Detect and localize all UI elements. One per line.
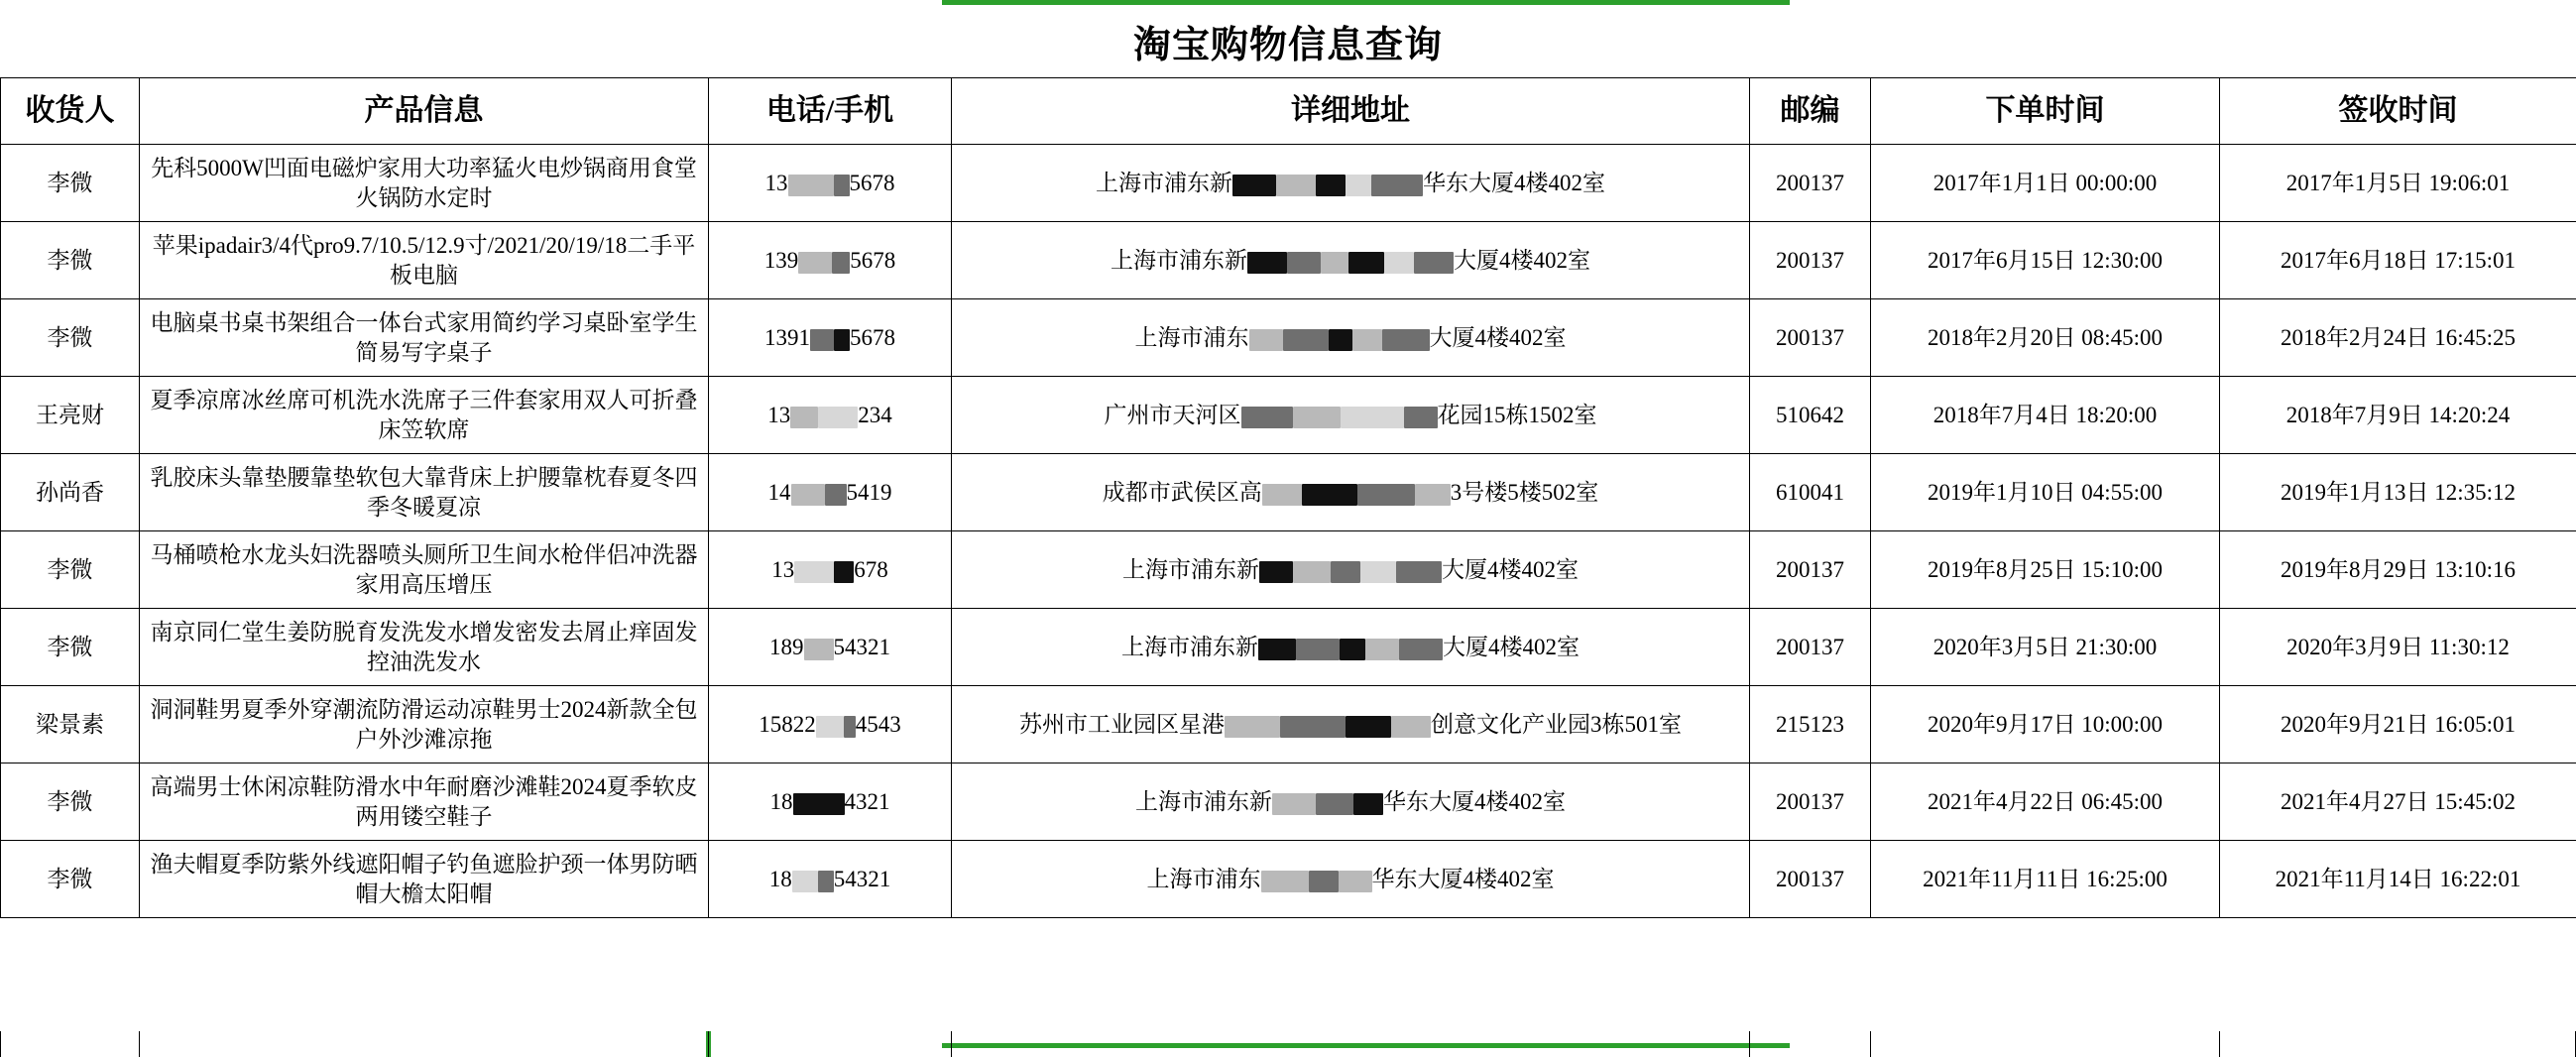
cell-product: 洞洞鞋男夏季外穿潮流防滑运动凉鞋男士2024新款全包户外沙滩凉拖 xyxy=(140,686,709,763)
table-row xyxy=(1,686,2576,763)
table-row xyxy=(1,531,2576,609)
redaction-block xyxy=(1396,561,1442,583)
redaction-block xyxy=(1340,639,1365,660)
cell-zip: 610041 xyxy=(1750,454,1871,531)
phone-suffix: 5678 xyxy=(850,324,895,350)
cell-product: 夏季凉席冰丝席可机洗水洗席子三件套家用双人可折叠床笠软席 xyxy=(140,377,709,454)
address-suffix: 创意文化产业园3栋501室 xyxy=(1431,711,1682,737)
redaction-block xyxy=(1348,252,1384,274)
cell-zip: 200137 xyxy=(1750,145,1871,222)
redaction-block xyxy=(1391,716,1431,738)
redaction-block xyxy=(1382,329,1430,351)
table-row xyxy=(1,299,2576,377)
cell-sign-time: 2021年4月27日 15:45:02 xyxy=(2220,763,2576,841)
redaction-block xyxy=(1414,252,1454,274)
redaction-block xyxy=(1371,175,1423,196)
address-prefix: 上海市浦东 xyxy=(1134,324,1249,350)
cell-phone xyxy=(709,841,952,918)
phone-suffix: 5419 xyxy=(846,479,892,505)
redaction-block xyxy=(844,716,856,738)
redaction-block xyxy=(1404,407,1438,428)
redaction-block xyxy=(834,175,850,196)
cell-sign-time: 2019年8月29日 13:10:16 xyxy=(2220,531,2576,609)
address-prefix: 苏州市工业园区星港 xyxy=(1019,711,1225,737)
phone-suffix: 54321 xyxy=(833,634,890,659)
redaction-block xyxy=(1262,484,1302,506)
redaction-block xyxy=(1302,484,1357,506)
cell-address xyxy=(952,299,1750,377)
redaction-block xyxy=(1232,175,1276,196)
table-header-row xyxy=(1,78,2576,145)
cell-phone xyxy=(709,686,952,763)
redaction-block xyxy=(1357,484,1415,506)
redaction-block xyxy=(1241,407,1293,428)
cell-sign-time: 2020年9月21日 16:05:01 xyxy=(2220,686,2576,763)
column-header-phone: 电话/手机 xyxy=(709,78,952,145)
redaction-block xyxy=(825,484,847,506)
redaction-block xyxy=(1283,329,1329,351)
cell-phone xyxy=(709,299,952,377)
cell-product: 马桶喷枪水龙头妇洗器喷头厕所卫生间水枪伴侣冲洗器家用高压增压 xyxy=(140,531,709,609)
table-row xyxy=(1,377,2576,454)
column-header-zip: 邮编 xyxy=(1750,78,1871,145)
cell-phone xyxy=(709,145,952,222)
phone-suffix: 5678 xyxy=(849,170,895,195)
cell-address xyxy=(952,222,1750,299)
redaction-block xyxy=(1259,561,1293,583)
address-prefix: 上海市浦东新 xyxy=(1121,634,1258,659)
redaction-block xyxy=(818,407,858,428)
redaction-block xyxy=(810,329,834,351)
redaction-block xyxy=(1353,793,1383,815)
redaction-block xyxy=(1360,561,1396,583)
cell-sign-time: 2017年6月18日 17:15:01 xyxy=(2220,222,2576,299)
redaction-block xyxy=(1341,407,1404,428)
cell-sign-time: 2018年7月9日 14:20:24 xyxy=(2220,377,2576,454)
phone-prefix: 18 xyxy=(769,788,793,814)
cell-sign-time: 2019年1月13日 12:35:12 xyxy=(2220,454,2576,531)
redaction-block xyxy=(1415,484,1451,506)
redaction-block xyxy=(1247,252,1287,274)
cell-phone xyxy=(709,609,952,686)
phone-prefix: 13 xyxy=(771,556,795,582)
redaction-block xyxy=(1293,561,1331,583)
redaction-block xyxy=(1280,716,1346,738)
cell-order-time: 2019年1月10日 04:55:00 xyxy=(1871,454,2220,531)
cell-address xyxy=(952,841,1750,918)
table-row xyxy=(1,222,2576,299)
phone-prefix: 15822 xyxy=(759,711,816,737)
redaction-block xyxy=(1352,329,1382,351)
redaction-block xyxy=(804,639,834,660)
redaction-block xyxy=(834,561,854,583)
redaction-block xyxy=(1296,639,1340,660)
cell-receiver: 王亮财 xyxy=(1,377,140,454)
phone-prefix: 1391 xyxy=(764,324,810,350)
cell-product: 渔夫帽夏季防紫外线遮阳帽子钓鱼遮脸护颈一体男防晒帽大檐太阳帽 xyxy=(140,841,709,918)
redaction-block xyxy=(1272,793,1316,815)
cell-address xyxy=(952,377,1750,454)
cell-product: 乳胶床头靠垫腰靠垫软包大靠背床上护腰靠枕春夏冬四季冬暖夏凉 xyxy=(140,454,709,531)
cell-address xyxy=(952,686,1750,763)
redaction-block xyxy=(1365,639,1399,660)
cell-zip: 200137 xyxy=(1750,531,1871,609)
cell-address xyxy=(952,531,1750,609)
phone-prefix: 14 xyxy=(767,479,791,505)
address-prefix: 广州市天河区 xyxy=(1104,402,1241,427)
phone-suffix: 5678 xyxy=(850,247,896,273)
phone-suffix: 4321 xyxy=(844,788,890,814)
cell-zip: 510642 xyxy=(1750,377,1871,454)
phone-suffix: 234 xyxy=(858,402,892,427)
redaction-block xyxy=(1399,639,1443,660)
table-row xyxy=(1,454,2576,531)
redaction-block xyxy=(788,175,834,196)
selection-border-top xyxy=(942,0,1790,5)
phone-suffix: 54321 xyxy=(833,866,891,891)
address-prefix: 上海市浦东新 xyxy=(1111,247,1247,273)
cell-sign-time: 2020年3月9日 11:30:12 xyxy=(2220,609,2576,686)
phone-prefix: 139 xyxy=(763,247,799,273)
cell-zip: 200137 xyxy=(1750,299,1871,377)
cell-zip: 200137 xyxy=(1750,763,1871,841)
cell-sign-time: 2018年2月24日 16:45:25 xyxy=(2220,299,2576,377)
table-row xyxy=(1,609,2576,686)
cell-receiver: 李微 xyxy=(1,609,140,686)
address-suffix: 大厦4楼402室 xyxy=(1443,634,1580,659)
redaction-block xyxy=(1346,716,1391,738)
address-suffix: 华东大厦4楼402室 xyxy=(1423,170,1605,195)
redaction-block xyxy=(1249,329,1283,351)
address-prefix: 上海市浦东新 xyxy=(1122,556,1259,582)
cell-order-time: 2017年1月1日 00:00:00 xyxy=(1871,145,2220,222)
purchase-info-table xyxy=(0,77,2576,918)
redaction-block xyxy=(1321,252,1348,274)
table-partial-row xyxy=(0,1031,2576,1057)
cell-product: 电脑桌书桌书架组合一体台式家用简约学习桌卧室学生简易写字桌子 xyxy=(140,299,709,377)
cell-receiver: 李微 xyxy=(1,841,140,918)
address-suffix: 华东大厦4楼402室 xyxy=(1371,866,1555,891)
redaction-block xyxy=(1329,329,1352,351)
phone-prefix: 189 xyxy=(769,634,804,659)
redaction-block xyxy=(832,252,850,274)
cell-phone xyxy=(709,763,952,841)
table-row xyxy=(1,145,2576,222)
cell-receiver: 李微 xyxy=(1,531,140,609)
redaction-block xyxy=(794,561,834,583)
address-suffix: 大厦4楼402室 xyxy=(1454,247,1590,273)
cell-phone xyxy=(709,377,952,454)
phone-prefix: 13 xyxy=(767,402,791,427)
column-header-order-time: 下单时间 xyxy=(1871,78,2220,145)
cell-product: 苹果ipadair3/4代pro9.7/10.5/12.9寸/2021/20/19/18二手平板电脑 xyxy=(140,222,709,299)
cell-address xyxy=(952,145,1750,222)
cell-zip: 215123 xyxy=(1750,686,1871,763)
cell-receiver: 孙尚香 xyxy=(1,454,140,531)
cell-receiver: 梁景素 xyxy=(1,686,140,763)
cell-order-time: 2020年3月5日 21:30:00 xyxy=(1871,609,2220,686)
table-body xyxy=(1,145,2576,918)
cell-address xyxy=(952,454,1750,531)
cell-order-time: 2018年2月20日 08:45:00 xyxy=(1871,299,2220,377)
table-row xyxy=(1,841,2576,918)
cell-order-time: 2020年9月17日 10:00:00 xyxy=(1871,686,2220,763)
column-header-product: 产品信息 xyxy=(140,78,709,145)
cell-product: 南京同仁堂生姜防脱育发洗发水增发密发去屑止痒固发控油洗发水 xyxy=(140,609,709,686)
cell-address xyxy=(952,609,1750,686)
address-suffix: 3号楼5楼502室 xyxy=(1450,479,1599,505)
redaction-block xyxy=(792,871,818,892)
cell-phone xyxy=(709,531,952,609)
cell-phone xyxy=(709,454,952,531)
cell-phone xyxy=(709,222,952,299)
redaction-block xyxy=(1293,407,1341,428)
redaction-block xyxy=(818,871,834,892)
cell-zip: 200137 xyxy=(1750,609,1871,686)
redaction-block xyxy=(1316,793,1353,815)
cell-order-time: 2018年7月4日 18:20:00 xyxy=(1871,377,2220,454)
redaction-block xyxy=(834,329,850,351)
redaction-block xyxy=(790,407,818,428)
cell-product: 先科5000W凹面电磁炉家用大功率猛火电炒锅商用食堂火锅防水定时 xyxy=(140,145,709,222)
redaction-block xyxy=(1309,871,1339,892)
redaction-block xyxy=(1258,639,1296,660)
phone-suffix: 4543 xyxy=(855,711,901,737)
cell-address xyxy=(952,763,1750,841)
redaction-block xyxy=(816,716,844,738)
address-suffix: 花园15栋1502室 xyxy=(1437,402,1597,427)
address-prefix: 上海市浦东 xyxy=(1146,866,1261,891)
column-header-receiver: 收货人 xyxy=(1,78,140,145)
address-prefix: 上海市浦东新 xyxy=(1096,170,1232,195)
cell-product: 高端男士休闲凉鞋防滑水中年耐磨沙滩鞋2024夏季软皮两用镂空鞋子 xyxy=(140,763,709,841)
phone-prefix: 13 xyxy=(764,170,788,195)
address-suffix: 大厦4楼402室 xyxy=(1429,324,1567,350)
redaction-block xyxy=(791,484,825,506)
redaction-block xyxy=(1316,175,1346,196)
cell-sign-time: 2017年1月5日 19:06:01 xyxy=(2220,145,2576,222)
cell-zip: 200137 xyxy=(1750,222,1871,299)
redaction-block xyxy=(1331,561,1360,583)
table-row xyxy=(1,763,2576,841)
column-header-sign-time: 签收时间 xyxy=(2220,78,2576,145)
redaction-block xyxy=(798,252,832,274)
cell-order-time: 2021年4月22日 06:45:00 xyxy=(1871,763,2220,841)
cell-sign-time: 2021年11月14日 16:22:01 xyxy=(2220,841,2576,918)
cell-order-time: 2017年6月15日 12:30:00 xyxy=(1871,222,2220,299)
address-prefix: 上海市浦东新 xyxy=(1135,788,1272,814)
address-prefix: 成都市武侯区高 xyxy=(1102,479,1262,505)
address-suffix: 华东大厦4楼402室 xyxy=(1383,788,1566,814)
cell-receiver: 李微 xyxy=(1,763,140,841)
cell-receiver: 李微 xyxy=(1,222,140,299)
address-suffix: 大厦4楼402室 xyxy=(1442,556,1579,582)
page-title: 淘宝购物信息查询 xyxy=(1132,25,1443,66)
redaction-block xyxy=(1384,252,1414,274)
cell-zip: 200137 xyxy=(1750,841,1871,918)
phone-prefix: 18 xyxy=(768,866,792,891)
redaction-block xyxy=(793,793,845,815)
redaction-block xyxy=(1346,175,1371,196)
cell-receiver: 李微 xyxy=(1,299,140,377)
cell-order-time: 2019年8月25日 15:10:00 xyxy=(1871,531,2220,609)
redaction-block xyxy=(1339,871,1372,892)
cell-order-time: 2021年11月11日 16:25:00 xyxy=(1871,841,2220,918)
column-header-address: 详细地址 xyxy=(952,78,1750,145)
redaction-block xyxy=(1287,252,1321,274)
cell-receiver: 李微 xyxy=(1,145,140,222)
phone-suffix: 678 xyxy=(854,556,888,582)
redaction-block xyxy=(1225,716,1280,738)
redaction-block xyxy=(1261,871,1309,892)
redaction-block xyxy=(1276,175,1316,196)
